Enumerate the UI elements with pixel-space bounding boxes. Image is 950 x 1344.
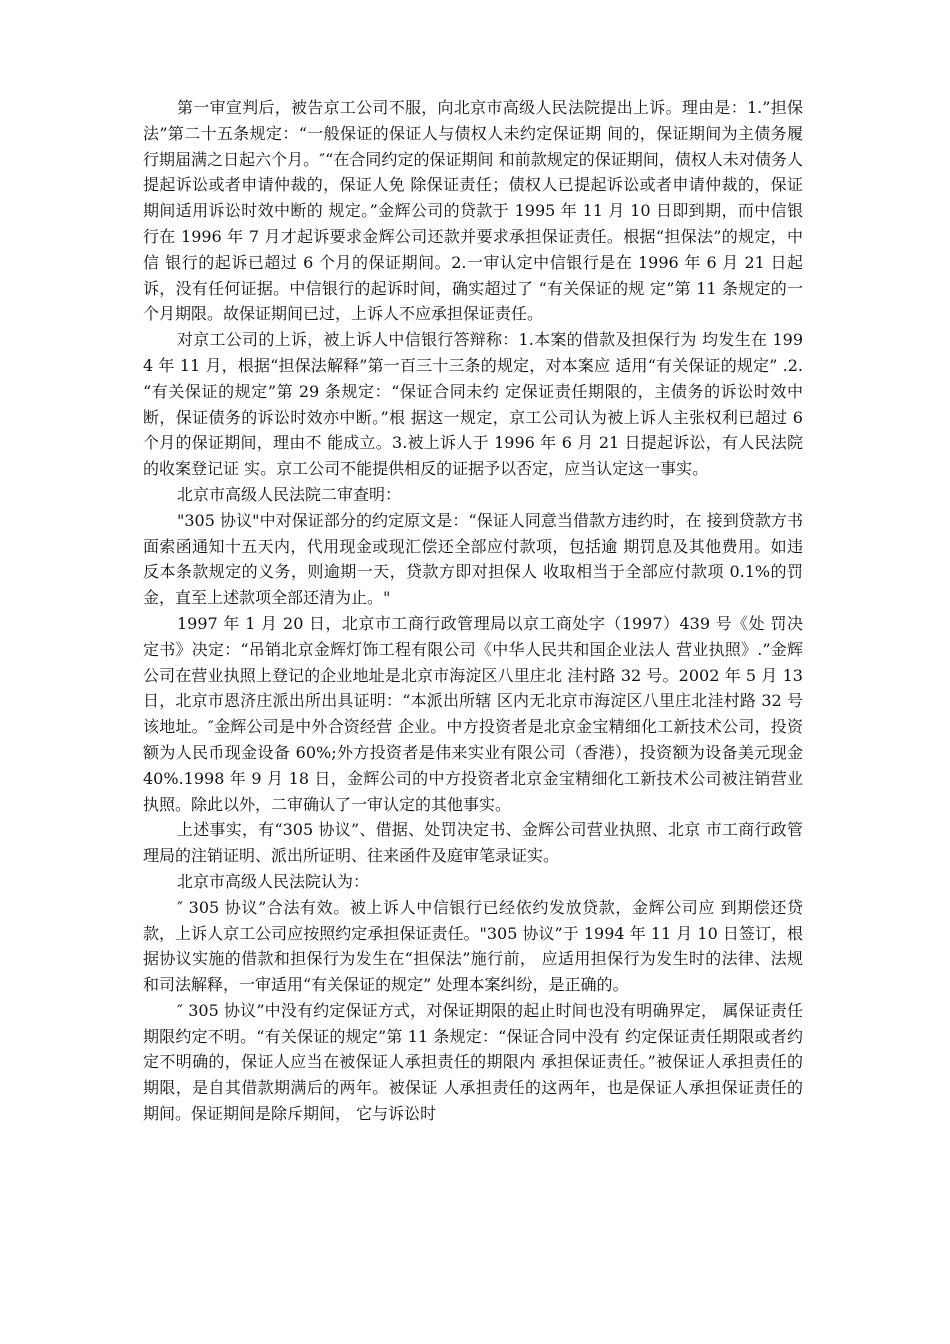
paragraph-evidence: 上述事实，有“305 协议”、借据、处罚决定书、金辉公司营业执照、北京 市工商行政管理局的注销证明、派出所证明、往来函件及庭审笔录证实。 [143, 820, 803, 866]
document-page [143, 95, 803, 1127]
paragraph-guarantee-period: ″ 305 协议”中没有约定保证方式，对保证期限的起止时间也没有明确界定， 属保证责任期限约定不明。“有关保证的规定”第 11 条规定：“保证合同中没有 约定保证责任期限或者约定不明确的，保证人应当在被保证人承担责任的期限内 承担保证责任。”被保证人承担责任的期限，是自其借款期满后的两年。被保证 人承担责任的这两年，也是保证人承担保证责任的期间。保证期间是除斥期间， 它与诉讼时 [143, 1000, 803, 1124]
paragraph-agreement-clause: "305 协议"中对保证部分的约定原文是：“保证人同意当借款方违约时，在 接到贷款方书面索函通知十五天内，代用现金或现汇偿还全部应付款项，包括逾 期罚息及其他费用。如违反本条款规定的义务，则逾期一天，贷款方即对担保人 收取相当于全部应付款项 0.1%的罚金，直至上述款项全部还清为止。" [143, 510, 803, 608]
paragraph-appeal-reasons: 第一审宣判后，被告京工公司不服，向北京市高级人民法院提出上诉。理由是：1.”担保法”第二十五条规定：“一般保证的保证人与债权人未约定保证期 间的，保证期间为主债务履行期届满之日起六个月。″“在合同约定的保证期间 和前款规定的保证期间，债权人未对债务人提起诉讼或者申请仲裁的，保证人免 除保证责任；债权人已提起诉讼或者申请仲裁的，保证期间适用诉讼时效中断的 规定。”金辉公司的贷款于 1995 年 11 月 10 日即到期，而中信银行在 1996 年 7 月才起诉要求金辉公司还款并要求承担保证责任。根据“担保法”的规定，中信 银行的起诉已超过 6 个月的保证期间。2.一审认定中信银行是在 1996 年 6 月 21 日起诉，没有任何证据。中信银行的起诉时间，确实超过了 “有关保证的规 定”第 11 条规定的一个月期限。故保证期间已过，上诉人不应承担保证责任。 [143, 98, 803, 324]
paragraph-agreement-validity: ″ 305 协议”合法有效。被上诉人中信银行已经依约发放贷款，金辉公司应 到期偿还贷款，上诉人京工公司应按照约定承担保证责任。"305 协议”于 1994 年 11 月 10 日签订，根据协议实施的借款和担保行为发生在“担保法”施行前， 应适用担保行为发生时的法律、法规和司法解释，一审适用“有关保证的规定” 处理本案纠纷，是正确的。 [143, 897, 803, 995]
paragraph-license-revocation: 1997 年 1 月 20 日，北京市工商行政管理局以京工商处字（1997）439 号《处 罚决定书》决定：“吊销北京金辉灯饰工程有限公司《中华人民共和国企业法人 营业执照》.”金辉公司在营业执照上登记的企业地址是北京市海淀区八里庄北 洼村路 32 号。2002 年 5 月 13 日，北京市恩济庄派出所出具证明：“本派出所辖 区内无北京市海淀区八里庄北洼村路 32 号该地址。″金辉公司是中外合资经营 企业。中方投资者是北京金宝精细化工新技术公司，投资额为人民币现金设备 60%;外方投资者是伟来实业有限公司（香港），投资额为设备美元现金 40%.1998 年 9 月 18 日，金辉公司的中方投资者北京金宝精细化工新技术公司被注销营业 执照。除此以外，二审确认了一审认定的其他事实。 [143, 613, 803, 814]
paragraph-second-instance-heading: 北京市高级人民法院二审查明： [177, 484, 402, 504]
paragraph-court-opinion-heading: 北京市高级人民法院认为： [177, 871, 370, 891]
paragraph-appellee-defense: 对京工公司的上诉，被上诉人中信银行答辩称：1.本案的借款及担保行为 均发生在 1994 年 11 月，根据“担保法解释”第一百三十三条的规定，对本案应 适用“有关保证的规定” .2. “有关保证的规定”第 29 条规定：“保证合同未约 定保证责任期限的，主债务的诉讼时效中断，保证债务的诉讼时效亦中断。”根 据这一规定，京工公司认为被上诉人主张权利已超过 6 个月的保证期间，理由不 能成立。3.被上诉人于 1996 年 6 月 21 日提起诉讼，有人民法院的收案登记证 实。京工公司不能提供相反的证据予以否定，应当认定这一事实。 [143, 330, 803, 479]
